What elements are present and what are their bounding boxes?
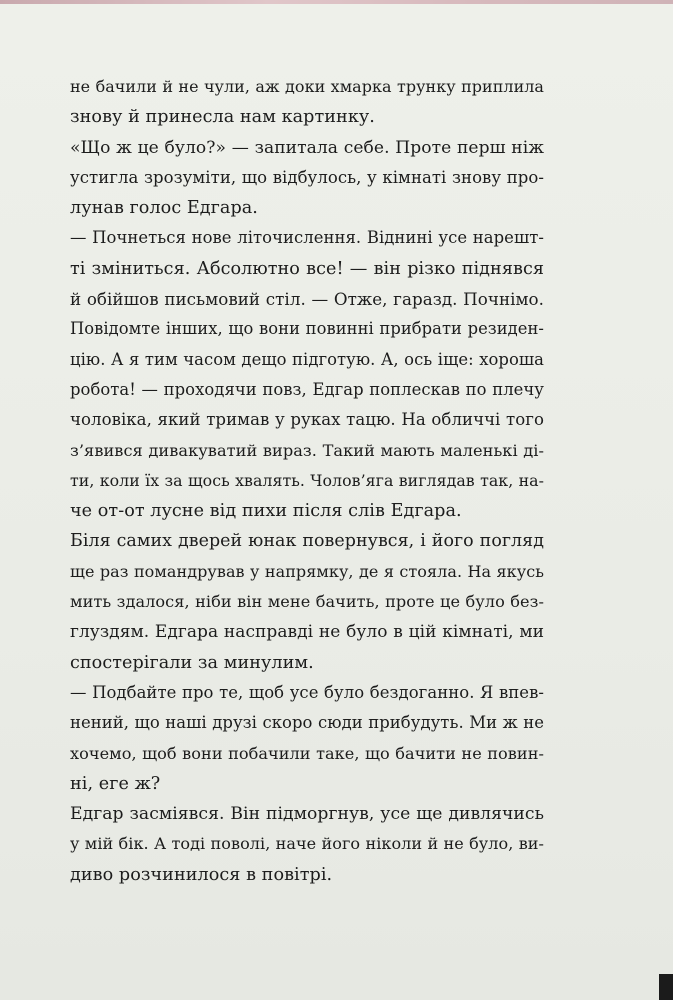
text-line: мить здалося, ніби він мене бачить, проте це було без- [70,592,544,612]
paragraph [70,223,544,526]
text-line: — Подбайте про те, щоб усе було бездоганно. Я впев- [70,682,544,702]
paragraph [70,678,544,799]
text-line: не бачили й не чули, аж доки хмарка трунку приплила [70,77,544,96]
text-line: устигла зрозуміти, що відбулось, у кімнаті знову про- [70,167,544,187]
page-top-edge [0,0,673,4]
text-line: робота! — проходячи повз, Едгар поплескав по плечу [70,379,544,399]
text-line: цію. А я тим часом дещо підготую. А, ось іще: хороша [70,349,544,369]
text-line: спостерігали за минулим. [70,652,314,673]
text-line: ні, еге ж? [70,773,161,794]
text-line: хочемо, щоб вони побачили таке, що бачити не повин- [70,743,544,763]
text-line: «Що ж це було?» — запитала себе. Проте перш ніж [70,137,544,158]
text-line: — Почнеться нове літочислення. Віднині усе нарешт- [70,228,544,248]
text-line: нений, що наші друзі скоро сюди прибудуть. Ми ж не [70,713,544,733]
text-line: Едгар засміявся. Він підморгнув, усе ще дивлячись [70,804,544,825]
paragraph [70,799,544,890]
text-line: Повідомте інших, що вони повинні прибрати резиден- [70,319,544,339]
text-line: ті зміниться. Абсолютно все! — він різко піднявся [70,258,544,279]
paragraph [70,526,544,677]
text-line: з’явився дивакуватий вираз. Такий мають маленькі ді- [70,440,544,460]
text-line: чоловіка, який тримав у руках тацю. На обличчі того [70,410,544,430]
text-line: Біля самих дверей юнак повернувся, і його погляд [70,531,544,552]
text-line: у мій бік. А тоді поволі, наче його ніколи й не було, ви- [70,834,544,854]
page-body-text [70,72,544,890]
paragraph [70,133,544,224]
text-line: ще раз помандрував у напрямку, де я стояла. На якусь [70,561,544,581]
paragraph [70,72,544,133]
text-line: й обійшов письмовий стіл. — Отже, гаразд. Почнімо. [70,289,544,310]
text-line: глуздям. Едгара насправді не було в цій кімнаті, ми [70,622,544,643]
text-line: знову й принесла нам картинку. [70,107,375,128]
text-line: че от-от лусне від пихи після слів Едгара. [70,501,462,522]
text-line: лунав голос Едгара. [70,198,258,219]
page-corner-shadow [659,974,673,1000]
text-line: ти, коли їх за щось хвалять. Чолов’яга виглядав так, на- [70,470,544,490]
text-line: диво розчинилося в повітрі. [70,864,333,885]
